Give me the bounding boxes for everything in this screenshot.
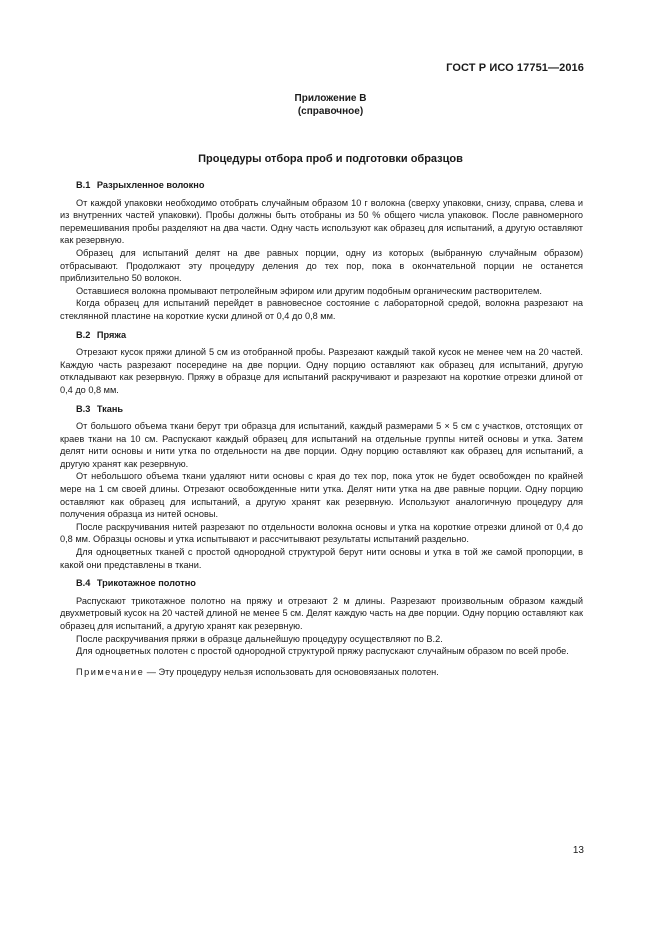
- section-heading: [60, 179, 583, 192]
- paragraph: После раскручивания нитей разрезают по отдельности волокна основы и утка на короткие отрезки длиной от 0,4 до 0,8 мм. Образцы основы и утка испытывают и рассчитывают результаты испытаний раздельно.: [60, 521, 583, 545]
- section-b3: [60, 403, 583, 572]
- section-title: Трикотажное полотно: [96, 578, 196, 589]
- section-heading: [60, 329, 583, 342]
- paragraph: Распускают трикотажное полотно на пряжу и отрезают 2 м длины. Разрезают произвольным образом каждый двухметровый кусок на 20 частей длиной не менее 5 см. Делят каждую часть на две порции. Одну порцию оставляют как образец для испытаний, а другую хранят как резервную.: [60, 595, 583, 631]
- page-title: Процедуры отбора проб и подготовки образцов: [198, 153, 463, 165]
- annex-type: (справочное): [297, 106, 364, 117]
- paragraph: От каждой упаковки необходимо отобрать случайным образом 10 г волокна (сверху упаковки, снизу, справа, слева и из внутренних частей упаковки). Пробы должны быть отобраны из 50 % общего числа упаковок. После равномерного перемешивания пробы разделяют на два части. Одну часть используют как образец для испытаний, а другую оставляют как резервную.: [60, 197, 583, 246]
- paragraph: Для одноцветных полотен с простой однородной структурой пряжу распускают случайным образом по всей пробе.: [76, 646, 569, 657]
- paragraph: Когда образец для испытаний перейдет в равновесное состояние с лабораторной средой, волокна разрезают на стеклянной пластине на короткие куски длиной от 0,4 до 0,8 мм.: [60, 298, 583, 321]
- page-number: 13: [572, 845, 584, 856]
- section-title: Разрыхленное волокно: [96, 180, 205, 190]
- section-number: В.4: [76, 578, 91, 589]
- note-dash: —: [144, 666, 159, 677]
- note: [60, 666, 583, 679]
- paragraph: Отрезают кусок пряжи длиной 5 см из отобранной пробы. Разрезают каждый такой кусок не менее чем на 20 частей. Каждую часть разрезают посередине на две порции. Одну порцию оставляют как образец для испытаний, другую откладывают как резервную. Пряжу в образце для испытаний раскручивают и разрезают на короткие отрезки длиной от 0,4 до 0,8 мм.: [60, 347, 583, 395]
- section-number: В.3: [76, 403, 91, 414]
- standard-designation: ГОСТ Р ИСО 17751—2016: [446, 62, 584, 74]
- note-text: Эту процедуру нельзя использовать для основовязаных полотен.: [158, 666, 439, 677]
- paragraph: Оставшиеся волокна промывают петролейным эфиром или другим подобным органическим растворителем.: [76, 285, 542, 296]
- paragraph: От небольшого объема ткани удаляют нити основы с края до тех пор, пока уток не будет освобожден по крайней мере на 1 см своей длины. Отрезают освобожденные нити утка. Делят нити утка на две равные порции. Одну порцию оставляют как образец для испытаний, а другую хранят как резервную. Используют аналогичную процедуру для получения образца из нитей основы.: [60, 471, 583, 520]
- paragraph: После раскручивания пряжи в образце дальнейшую процедуру осуществляют по В.2.: [76, 633, 443, 644]
- annex-title: Приложение В: [294, 93, 367, 104]
- annex-heading: [0, 92, 661, 118]
- section-heading: [60, 577, 583, 590]
- document-body: [60, 179, 583, 678]
- section-b1: [60, 179, 583, 323]
- section-b4: [60, 577, 583, 658]
- section-number: В.1: [76, 180, 91, 190]
- section-heading: [60, 403, 583, 416]
- note-label: Примечание: [76, 666, 145, 677]
- paragraph: От большого объема ткани берут три образца для испытаний, каждый размерами 5 × 5 см с участков, отстоящих от краев ткани на 10 см. Распускают каждый образец для испытаний на отдельные группы нитей основы и утка. Затем делят нити основы и нити утка по отдельности на две порции. Одну порцию оставляют как образец для испытаний, а другую хранят как резервную.: [60, 421, 583, 469]
- paragraph: Образец для испытаний делят на две равных порции, одну из которых (выбранную случайным образом) отбрасывают. Продолжают эту процедуру деления до тех пор, пока в окончательной порции не останется приблизительно 50 волокон.: [60, 247, 583, 284]
- section-number: В.2: [76, 329, 91, 340]
- section-b2: [60, 329, 583, 397]
- section-title: Пряжа: [96, 329, 127, 340]
- paragraph: Для одноцветных тканей с простой однородной структурой берут нити основы и утка в той же самой пропорции, в какой они представлены в ткани.: [60, 547, 583, 570]
- section-title: Ткань: [96, 403, 124, 414]
